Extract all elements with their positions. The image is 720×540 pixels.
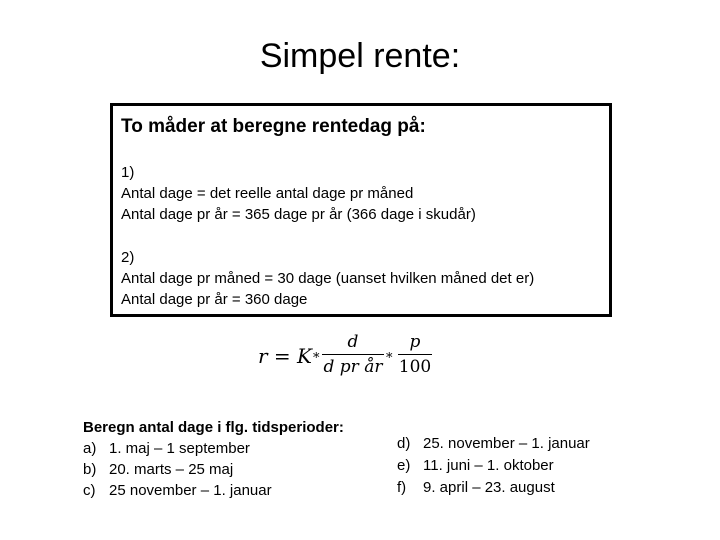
interest-formula bbox=[258, 330, 438, 380]
method2-number: 2) bbox=[121, 249, 135, 266]
formula-lhs: r = K bbox=[258, 344, 312, 368]
method1-number: 1) bbox=[121, 164, 135, 181]
method1-line1: Antal dage = det reelle antal dage pr måned bbox=[121, 185, 414, 202]
item-text: 11. juni – 1. oktober bbox=[423, 457, 554, 474]
item-marker: c) bbox=[83, 482, 96, 499]
formula-frac2-numerator: p bbox=[409, 332, 421, 352]
formula-frac1-numerator: d bbox=[347, 332, 359, 352]
formula-frac1-bar bbox=[322, 354, 384, 355]
exercise-item-f bbox=[397, 477, 555, 498]
exercise-item-a bbox=[83, 438, 250, 459]
page-title: Simpel rente: bbox=[259, 37, 461, 75]
box-heading: To måder at beregne rentedag på: bbox=[121, 116, 426, 137]
item-marker: a) bbox=[83, 440, 97, 457]
item-marker: d) bbox=[397, 435, 411, 452]
item-marker: e) bbox=[397, 457, 411, 474]
item-text: 20. marts – 25 maj bbox=[109, 461, 234, 478]
exercise-heading: Beregn antal dage i flg. tidsperioder: bbox=[83, 419, 344, 436]
method-box bbox=[110, 103, 612, 317]
item-text: 25 november – 1. januar bbox=[109, 482, 272, 499]
item-text: 9. april – 23. august bbox=[423, 479, 555, 496]
exercise-item-e bbox=[397, 455, 554, 476]
item-marker: f) bbox=[397, 479, 407, 496]
item-marker: b) bbox=[83, 461, 97, 478]
formula-times-2: * bbox=[386, 351, 393, 366]
method1-line2: Antal dage pr år = 365 dage pr år (366 dage i skudår) bbox=[121, 206, 476, 223]
item-text: 25. november – 1. januar bbox=[423, 435, 590, 452]
method2-line2: Antal dage pr år = 360 dage bbox=[121, 291, 308, 308]
exercise-item-b bbox=[83, 459, 233, 480]
formula-frac1-denominator: d pr år bbox=[323, 357, 383, 377]
formula-frac2-denominator: 100 bbox=[398, 357, 432, 377]
exercise-item-d bbox=[397, 433, 590, 454]
exercise-item-c bbox=[83, 480, 272, 501]
formula-frac2-bar bbox=[398, 354, 432, 355]
item-text: 1. maj – 1 september bbox=[109, 440, 250, 457]
method2-line1: Antal dage pr måned = 30 dage (uanset hvilken måned det er) bbox=[121, 270, 535, 287]
formula-times-1: * bbox=[313, 351, 320, 366]
